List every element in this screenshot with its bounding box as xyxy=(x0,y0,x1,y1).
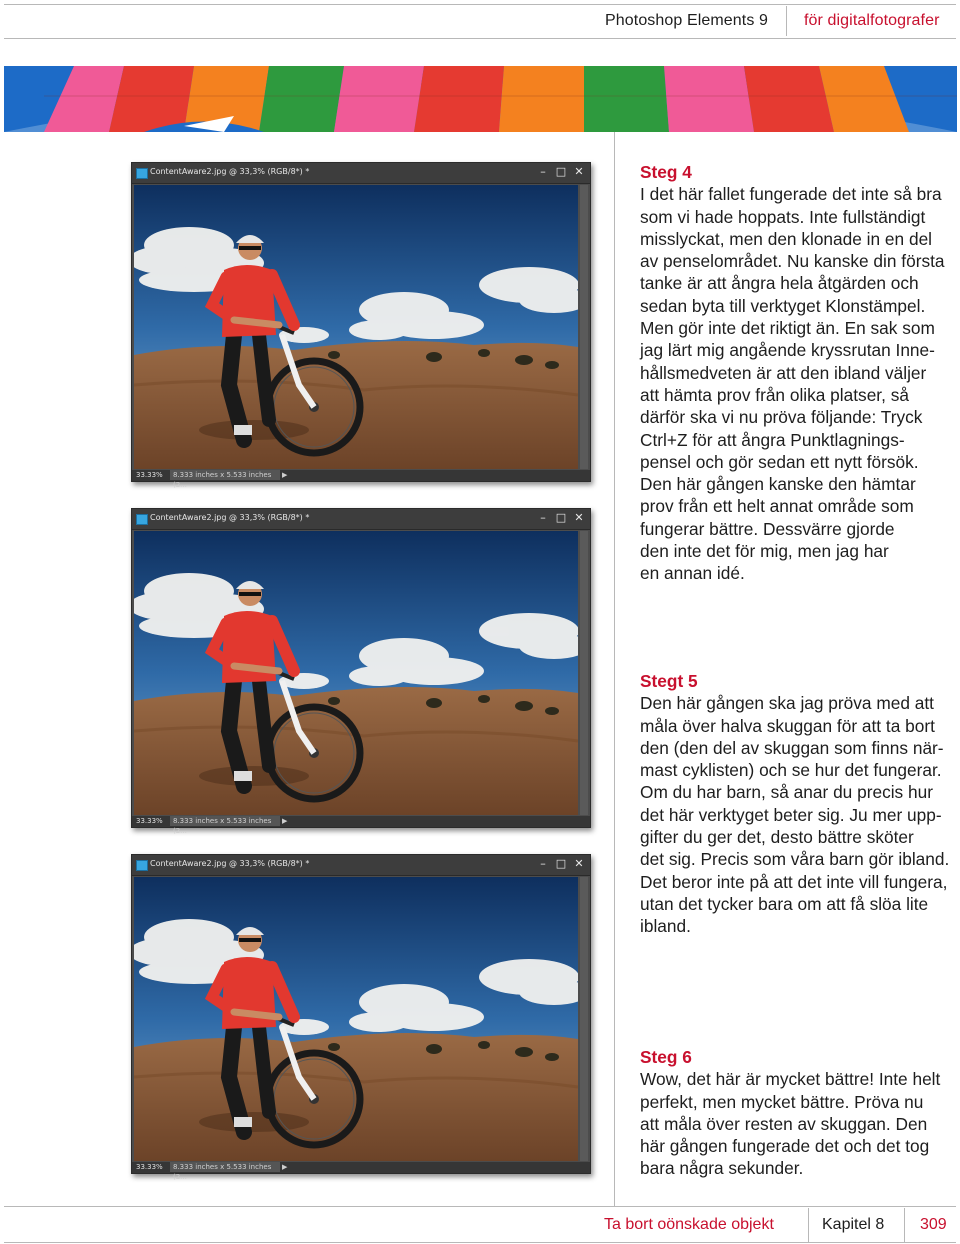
book-title: Photoshop Elements 9 xyxy=(605,12,768,29)
page-number: 309 xyxy=(920,1216,947,1233)
window-titlebar xyxy=(132,855,590,876)
footer-top-rule xyxy=(4,1206,956,1207)
vertical-scrollbar[interactable] xyxy=(580,877,588,1161)
section-title: Ta bort oönskade objekt xyxy=(604,1216,774,1233)
close-icon[interactable]: ✕ xyxy=(574,165,584,178)
screenshot-window-3 xyxy=(131,854,591,1181)
maximize-icon[interactable]: □ xyxy=(555,857,567,870)
close-icon[interactable]: ✕ xyxy=(574,857,584,870)
minimize-icon[interactable]: – xyxy=(540,857,546,870)
photo-cyclist xyxy=(134,877,578,1161)
window-titlebar xyxy=(132,163,590,184)
step-heading: Stegt 5 xyxy=(640,671,698,691)
vertical-scrollbar[interactable] xyxy=(580,185,588,469)
document-icon xyxy=(136,514,148,525)
step-body: Wow, det här är mycket bättre! Inte helt perfekt, men mycket bättre. Pröva nu att måla över resten av skuggan. Den här gången fungerade det och det tog bara några sekunder. xyxy=(640,1069,941,1179)
chapter-label: Kapitel 8 xyxy=(822,1216,885,1233)
page-footer xyxy=(0,1206,960,1244)
document-dimensions: 8.333 inches x 5.533 inches (2... xyxy=(170,470,280,480)
document-dimensions: 8.333 inches x 5.533 inches (2... xyxy=(170,816,280,826)
header-top-rule xyxy=(4,4,956,5)
footer-bottom-rule xyxy=(4,1242,956,1243)
window-titlebar xyxy=(132,509,590,530)
maximize-icon[interactable]: □ xyxy=(555,511,567,524)
footer-separator xyxy=(904,1208,905,1242)
step-5 xyxy=(640,670,956,938)
step-heading: Steg 4 xyxy=(640,162,692,182)
page-header xyxy=(0,0,960,40)
step-4 xyxy=(640,161,956,585)
window-title: ContentAware2.jpg @ 33,3% (RGB/8*) * xyxy=(150,859,310,868)
header-bottom-rule xyxy=(4,38,956,39)
screenshot-window-2 xyxy=(131,508,591,835)
minimize-icon[interactable]: – xyxy=(540,165,546,178)
document-icon xyxy=(136,860,148,871)
close-icon[interactable]: ✕ xyxy=(574,511,584,524)
step-body: Den här gången ska jag pröva med att måla över halva skuggan för att ta bort den (den del av skuggan som finns när- mast cyklisten) och se hur det fungerar. Om du har barn, så anar du precis hur det här verktyget beter sig. Ju mer upp- gifter du ger det, desto bättre sköter det sig. Precis som våra barn gör ibland. Det beror inte på att det inte vill fungera, utan det tycker bara om att få slöa lite ibland. xyxy=(640,693,950,937)
status-bar xyxy=(132,816,590,835)
balloon-banner-image xyxy=(4,66,957,132)
minimize-icon[interactable]: – xyxy=(540,511,546,524)
window-title: ContentAware2.jpg @ 33,3% (RGB/8*) * xyxy=(150,513,310,522)
book-subtitle: för digitalfotografer xyxy=(804,12,940,29)
photo-cyclist xyxy=(134,185,578,469)
vertical-scrollbar[interactable] xyxy=(580,531,588,815)
zoom-level[interactable]: 33.33% xyxy=(136,471,163,479)
status-arrow-icon[interactable]: ▶ xyxy=(282,472,288,479)
maximize-icon[interactable]: □ xyxy=(555,165,567,178)
window-title: ContentAware2.jpg @ 33,3% (RGB/8*) * xyxy=(150,167,310,176)
step-heading: Steg 6 xyxy=(640,1047,692,1067)
photo-cyclist xyxy=(134,531,578,815)
status-bar xyxy=(132,470,590,489)
status-arrow-icon[interactable]: ▶ xyxy=(282,818,288,825)
step-6 xyxy=(640,1046,956,1180)
column-divider xyxy=(614,132,615,1207)
step-body: I det här fallet fungerade det inte så bra som vi hade hoppats. Inte fullständigt misslyckat, men den klonade in en del av penselområdet. Nu kanske din första tanke är att ångra hela åtgärden och sedan byta till verktyget Klonstämpel. Men gör inte det riktigt än. En sak som jag lärt mig angående kryssrutan Inne- hållsmedveten är att den ibland väljer att hämta prov från olika platser, så därför ska vi nu pröva följande: Tryck Ctrl+Z för att ångra Punktlagnings- pensel och gör sedan ett nytt försök. Den här gången kanske den hämtar prov från ett helt annat område som fungerar bättre. Dessvärre gjorde den inte det för mig, men jag har en annan idé. xyxy=(640,184,945,584)
document-icon xyxy=(136,168,148,179)
status-bar xyxy=(132,1162,590,1181)
footer-separator xyxy=(808,1208,809,1242)
status-arrow-icon[interactable]: ▶ xyxy=(282,1164,288,1171)
header-separator xyxy=(786,6,787,36)
document-dimensions: 8.333 inches x 5.533 inches (2... xyxy=(170,1162,280,1172)
zoom-level[interactable]: 33.33% xyxy=(136,1163,163,1171)
screenshot-window-1 xyxy=(131,162,591,489)
zoom-level[interactable]: 33.33% xyxy=(136,817,163,825)
